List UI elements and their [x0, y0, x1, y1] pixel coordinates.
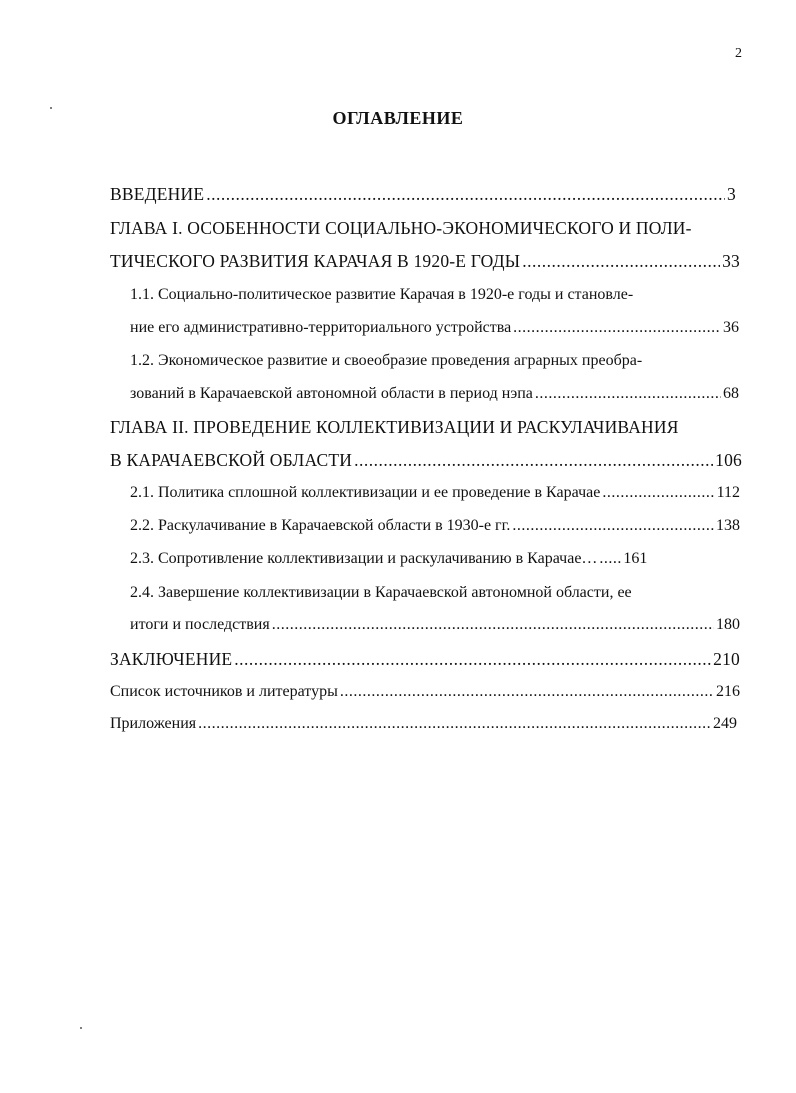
page-title: ОГЛАВЛЕНИЕ — [332, 108, 464, 128]
toc-entry-text: ЗАКЛЮЧЕНИЕ — [110, 649, 233, 669]
toc-entry-text: В КАРАЧАЕВСКОЙ ОБЛАСТИ — [110, 450, 353, 470]
toc-entry-text: 1.1. Социально-политическое развитие Карачая в 1920-е годы и становле- — [130, 286, 634, 303]
toc-entry-text: ГЛАВА II. ПРОВЕДЕНИЕ КОЛЛЕКТИВИЗАЦИИ И РАСКУЛАЧИВАНИЯ — [110, 417, 679, 437]
toc-page-number: 161 — [623, 550, 648, 567]
toc-entry-section-2-3[interactable] — [130, 550, 740, 568]
toc-entry-text: 2.2. Раскулачивание в Карачаевской области в 1930-е гг. — [130, 517, 511, 534]
toc-entry-chapter-2-line-1[interactable] — [110, 417, 750, 438]
toc-entry-conclusion[interactable] — [110, 649, 740, 670]
toc-entry-chapter-1[interactable] — [110, 251, 740, 272]
toc-page-number: 36 — [723, 319, 739, 336]
toc-entry-section-2-2[interactable] — [130, 517, 740, 535]
toc-entry-section-1-2-line-1[interactable] — [130, 352, 750, 370]
toc-entry-text: итоги и последствия — [130, 616, 270, 633]
toc-dot-leader — [354, 450, 713, 471]
toc-dot-leader — [340, 683, 714, 701]
toc-entry-section-2-1[interactable] — [130, 484, 740, 502]
toc-page-number: 216 — [716, 683, 740, 700]
toc-page-number: 68 — [723, 385, 739, 402]
toc-entry-text: 2.4. Завершение коллективизации в Карачаевской автономной области, ее — [130, 584, 632, 601]
toc-entry-section-2-4[interactable] — [130, 616, 740, 634]
toc-dot-leader — [599, 550, 621, 568]
toc-entry-chapter-2[interactable] — [110, 450, 742, 471]
toc-page-number: 138 — [716, 517, 740, 534]
toc-dot-leader — [272, 616, 714, 634]
toc-entry-text: зований в Карачаевской автономной области в период нэпа — [130, 385, 533, 402]
toc-entry-text: 2.3. Сопротивление коллективизации и раскулачиванию в Карачае… — [130, 550, 598, 567]
toc-page-number: 33 — [722, 251, 740, 271]
toc-entry-text: ГЛАВА I. ОСОБЕННОСТИ СОЦИАЛЬНО-ЭКОНОМИЧЕСКОГО И ПОЛИ- — [110, 218, 692, 238]
toc-entry-intro[interactable] — [110, 184, 736, 205]
toc-dot-leader — [513, 319, 721, 337]
toc-dot-leader — [602, 484, 714, 502]
toc-entry-text: ние его административно-территориального устройства — [130, 319, 512, 336]
toc-entry-text: ТИЧЕСКОГО РАЗВИТИЯ КАРАЧАЯ В 1920-Е ГОДЫ — [110, 251, 521, 271]
toc-page-number: 180 — [716, 616, 740, 633]
toc-entry-text: ВВЕДЕНИЕ — [110, 184, 205, 204]
toc-entry-text: Список источников и литературы — [110, 683, 338, 700]
toc-dot-leader — [512, 517, 714, 535]
toc-page-number: 3 — [727, 184, 736, 204]
toc-entry-section-1-1[interactable] — [130, 319, 739, 337]
toc-entry-text: Приложения — [110, 715, 197, 732]
toc-entry-appendices[interactable] — [110, 715, 737, 733]
toc-dot-leader — [206, 184, 725, 205]
toc-page-number: 112 — [716, 484, 740, 501]
toc-entry-section-1-2[interactable] — [130, 385, 739, 403]
toc-entry-section-2-4-line-1[interactable] — [130, 584, 750, 602]
toc-page-number: 106 — [715, 450, 742, 470]
toc-page-number: 210 — [713, 649, 740, 669]
toc-entry-text: 1.2. Экономическое развитие и своеобразие проведения аграрных преобра- — [130, 352, 643, 369]
toc-entry-sources[interactable] — [110, 683, 740, 701]
toc-page-number: 249 — [713, 715, 737, 732]
toc-dot-leader — [234, 649, 711, 670]
toc-dot-leader — [535, 385, 721, 403]
page-number: 2 — [735, 46, 742, 61]
toc-entry-text: 2.1. Политика сплошной коллективизации и ее проведение в Карачае — [130, 484, 601, 501]
toc-entry-section-1-1-line-1[interactable] — [130, 286, 750, 304]
toc-dot-leader — [522, 251, 720, 272]
toc-dot-leader — [198, 715, 711, 733]
scan-speck — [80, 1027, 82, 1029]
toc-entry-chapter-1-line-1[interactable] — [110, 218, 750, 239]
